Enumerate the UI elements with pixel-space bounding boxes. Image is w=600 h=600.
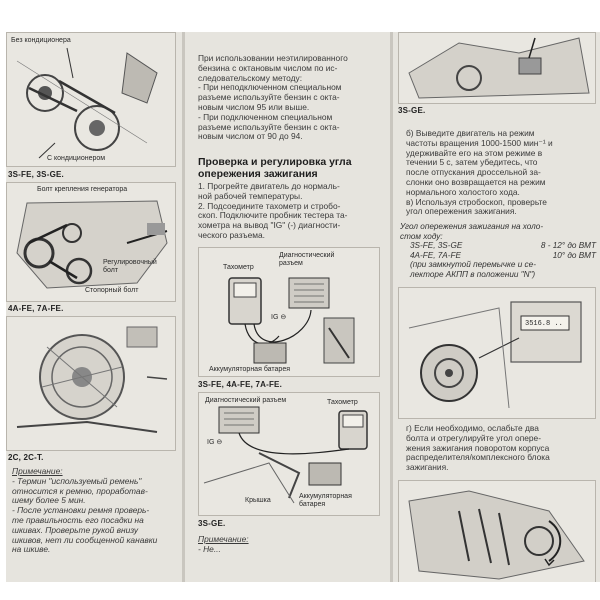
- intro-line: новым числом 95 или выше.: [198, 101, 310, 112]
- intro-line: - При неподключенном специальном: [198, 82, 342, 93]
- step-b-line: угол опережения зажигания.: [406, 206, 517, 217]
- spec-note-line: (при замкнутой перемычке и се-: [410, 260, 536, 270]
- step-line: ной рабочей температуры.: [198, 190, 303, 201]
- note-left-line: - Термин "используемый ремень": [12, 475, 142, 486]
- text-step-b: [406, 129, 596, 217]
- spec-value: 10° до ВМТ: [552, 250, 596, 260]
- caption-3sfe-4afe-7afe: 3S-FE, 4A-FE, 7A-FE.: [198, 380, 283, 389]
- step-g-line: жения зажигания поворотом корпуса: [406, 442, 550, 453]
- figure-tachometer-connection-1: [198, 247, 380, 377]
- spec-engine: 4A-FE, 7A-FE: [410, 250, 461, 260]
- label-cover: Крышка: [245, 497, 271, 504]
- caption-right-3sge: 3S-GE.: [398, 106, 426, 115]
- figure-tachometer-connection-2: [198, 392, 380, 516]
- note-middle-title: Примечание:: [198, 534, 249, 544]
- section-heading: [198, 156, 388, 180]
- step-b-line: после отпускания дроссельной за-: [406, 167, 541, 178]
- intro-line: следовательскому методу:: [198, 72, 303, 83]
- step-b-line: слонки оно возвращается на режим: [406, 176, 546, 187]
- column-gutter-right: [390, 32, 393, 582]
- note-left-line: те правильность его посадки на: [12, 514, 144, 525]
- intro-text: [198, 54, 383, 142]
- intro-line: новым числом от 90 до 94.: [198, 131, 303, 142]
- spec-row: [400, 241, 596, 251]
- manual-page-spread: [6, 32, 600, 582]
- caption-4afe-7afe: 4A-FE, 7A-FE.: [8, 304, 64, 313]
- intro-line: бензина с октановым числом по ис-: [198, 62, 338, 73]
- label-diagnostic-connector: Диагностический разъем: [279, 252, 335, 267]
- spec-intro-line: Угол опережения зажигания на холо-: [400, 222, 544, 231]
- figure-belt-3sfe: [6, 32, 176, 167]
- label-battery: Аккумуляторная батарея: [209, 366, 290, 373]
- intro-line: При использовании неэтилированного: [198, 53, 348, 63]
- alternator-drawing: [7, 317, 175, 450]
- stroboscope-readout: 3516.8 ..: [525, 320, 563, 328]
- label-adjusting-bolt: Регулировочный болт: [103, 259, 157, 274]
- figure-belt-4afe: [6, 182, 176, 302]
- step-b-line: в) Используя стробоскоп, проверьте: [406, 196, 547, 207]
- step-g-line: г) Если необходимо, ослабьте два: [406, 423, 539, 433]
- note-left-title: Примечание:: [12, 466, 63, 476]
- step-g-line: распределителя/комплексного блока: [406, 452, 550, 463]
- label-ig-terminal-2: IG ⊖: [207, 439, 223, 446]
- label-tachometer-2: Тахометр: [327, 399, 358, 406]
- section-heading-line: опережения зажигания: [198, 168, 318, 180]
- step-b-line: удерживайте его на этом режиме в: [406, 147, 543, 158]
- label-with-ac: С кондиционером: [47, 155, 106, 162]
- label-ig-terminal: IG ⊖: [271, 314, 287, 321]
- step-g-line: болта и отрегулируйте угол опере-: [406, 432, 541, 443]
- pulley-timing-drawing: [399, 288, 595, 418]
- intro-line: разъеме используйте бензин с окта-: [198, 92, 340, 103]
- note-middle-line: - Не...: [198, 543, 221, 554]
- section-heading-line: Проверка и регулировка угла: [198, 156, 352, 168]
- caption-3sfe-3sge: 3S-FE, 3S-GE.: [8, 170, 64, 179]
- figure-distributor-adjust: [398, 480, 596, 582]
- engine-belt-drawing-1: [7, 33, 175, 166]
- note-middle: [198, 535, 378, 555]
- caption-3sge: 3S-GE.: [198, 519, 226, 528]
- step-line: ческого разъема.: [198, 229, 265, 240]
- note-left-line: - После установки ремня проверь-: [12, 505, 150, 516]
- note-left-line: относится к ремню, проработав-: [12, 485, 148, 496]
- label-lock-bolt: Стопорный болт: [85, 287, 139, 294]
- label-diagnostic-connector-2: Диагностический разъем: [205, 397, 287, 404]
- step-b-line: течении 5 с, затем убедитесь, что: [406, 157, 538, 168]
- spec-intro-line: стом ходу:: [400, 231, 443, 241]
- step-b-line: нормального холостого хода.: [406, 186, 520, 197]
- note-left: [12, 467, 172, 555]
- step-b-line: частоты вращения 1000-1500 мин⁻¹ и: [406, 137, 553, 148]
- spec-row: [400, 251, 596, 261]
- spec-note-line: лекторе АКПП в положении "N"): [410, 269, 536, 279]
- figure-throttle-3sge: [398, 32, 596, 104]
- label-no-ac: Без кондиционера: [11, 37, 71, 44]
- ignition-spec-block: [400, 222, 596, 280]
- steps-text: [198, 182, 383, 241]
- column-gutter-left: [182, 32, 185, 582]
- note-left-line: на шкиве.: [12, 544, 51, 555]
- intro-line: - При подключенном специальном: [198, 111, 333, 122]
- spec-value: 8 - 12° до ВМТ: [540, 241, 596, 251]
- note-left-line: шкивов, нет ли сообщенной канавки: [12, 534, 158, 545]
- note-left-line: шкивах. Проверьте рукой внизу: [12, 524, 139, 535]
- figure-timing-mark: [398, 287, 596, 419]
- step-line: 2. Подсоедините тахометр и стробо-: [198, 200, 341, 211]
- label-tachometer: Тахометр: [223, 264, 254, 271]
- text-step-g: [406, 424, 596, 473]
- label-battery-2: Аккумуляторная батарея: [299, 493, 352, 508]
- step-line: скоп. Подключите пробник тестера та-: [198, 210, 348, 221]
- engine-top-drawing: [399, 33, 595, 103]
- intro-line: разъеме используйте бензин с окта-: [198, 121, 340, 132]
- step-g-line: зажигания.: [406, 462, 449, 473]
- engine-belt-drawing-2: [7, 183, 175, 301]
- distributor-drawing: [399, 481, 595, 582]
- step-line: 1. Прогрейте двигатель до нормаль-: [198, 181, 340, 191]
- step-b-line: б) Выведите двигатель на режим: [406, 128, 535, 138]
- caption-2c-2ct: 2C, 2C-T.: [8, 453, 44, 462]
- figure-alternator-2c: [6, 316, 176, 451]
- note-left-line: шему более 5 мин.: [12, 495, 86, 506]
- label-generator-bolt: Болт крепления генератора: [37, 186, 128, 193]
- step-line: хометра на вывод "IG" (-) диагности-: [198, 220, 341, 231]
- spec-engine: 3S-FE, 3S-GE: [410, 241, 463, 251]
